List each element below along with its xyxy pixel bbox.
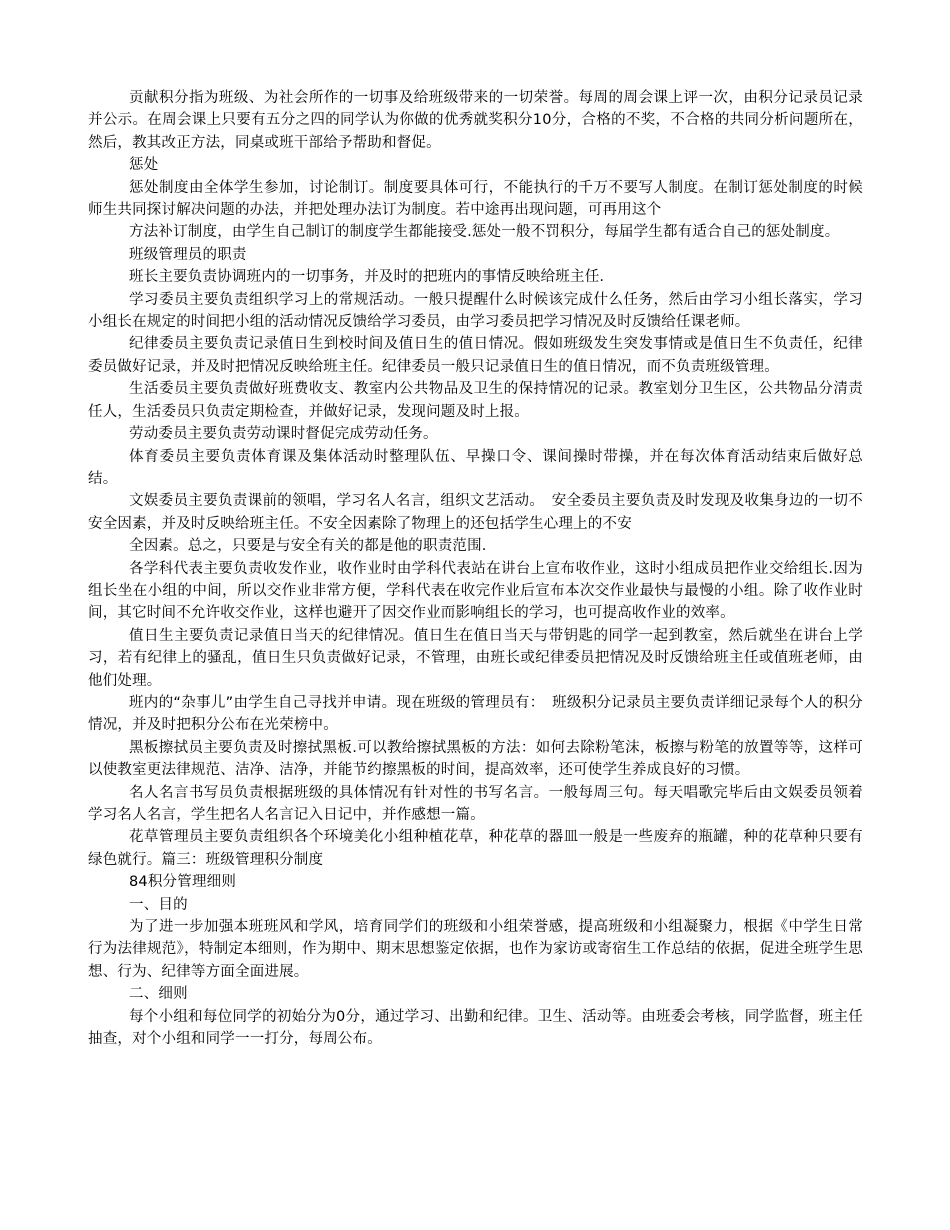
paragraph-details: 每个小组和每位同学的初始分为0分，通过学习、出勤和纪律。卫生、活动等。由班委会考核，同学监督，班主任抽查，对个小组和同学一一打分，每周公布。: [88, 1008, 863, 1048]
paragraph-purpose: 为了进一步加强本班班风和学风，培育同学们的班级和小组荣誉感，提高班级和小组凝聚力，根据《中学生日常行为法律规范》，特制定本细则，作为期中、期末思想鉴定依据，也作为家访或寄宿生工作总结的依据，促进全班学生思想、行为、纪律等方面全面进展。: [88, 919, 863, 980]
document-page: [88, 87, 863, 1050]
paragraph-sports-committee: 体育委员主要负责体育课及集体活动时整理队伍、早操口令、课间操时带操，并在每次体育活动结束后做好总结。: [88, 448, 863, 487]
paragraph-plant-manager: 花草管理员主要负责组织各个环境美化小组种植花草，种花草的器皿一般是一些废弃的瓶罐，种的花草种只要有绿色就行。篇三：班级管理积分制度: [88, 829, 863, 868]
paragraph-punishment-rules: 惩处制度由全体学生参加，讨论制订。制度要具体可行，不能执行的千万不要写人制度。在制订惩处制度的时候师生共同探讨解决问题的办法，并把处理办法订为制度。若中途再出现问题，可再用这个: [88, 179, 863, 219]
paragraph-contribution-points: 贡献积分指为班级、为社会所作的一切事及给班级带来的一切荣誉。每周的周会课上评一次，由积分记录员记录并公示。在周会课上只要有五分之四的同学认为你做的优秀就奖积分10分，合格的不奖，不合格的共同分析问题所在，然后，教其改正方法，同桌或班干部给予帮助和督促。: [88, 90, 863, 151]
paragraph-life-committee: 生活委员主要负责做好班费收支、教室内公共物品及卫生的保持情况的记录。教室划分卫生区，公共物品分清责任人，生活委员只负责定期检查，并做好记录，发现问题及时上报。: [88, 381, 863, 420]
heading-points-rules: 84积分管理细则: [129, 874, 237, 891]
paragraph-safety-continued: 全因素。总之，只要是与安全有关的都是他的职责范围.: [129, 538, 487, 555]
paragraph-discipline-committee: 纪律委员主要负责记录值日生到校时间及值日生的值日情况。假如班级发生突发事情或是值日生不负责任，纪律委员做好记录，并及时把情况反映给班主任。纪律委员一般只记录值日生的值日情况，而不负责班级管理。: [88, 336, 863, 375]
paragraph-study-committee: 学习委员主要负责组织学习上的常规活动。一般只提醒什么时候该完成什么任务，然后由学习小组长落实，学习小组长在规定的时间把小组的活动情况反馈给学习委员，由学习委员把学习情况及时反馈给任课老师。: [88, 291, 863, 331]
paragraph-monitor: 班长主要负责协调班内的一切事务，并及时的把班内的事情反映给班主任.: [129, 269, 605, 286]
paragraph-blackboard-cleaner: 黑板擦拭员主要负责及时擦拭黑板.可以教给擦拭黑板的方法：如何去除粉笔沫，板擦与粉笔的放置等等，这样可以使教室更法律规范、洁净、洁净，并能节约擦黑板的时间，提高效率，还可使学生养成良好的习惯。: [88, 739, 863, 779]
paragraph-miscellaneous-duties: 班内的“杂事儿”由学生自己寻找并申请。现在班级的管理员有： 班级积分记录员主要负责详细记录每个人的积分情况，并及时把积分公布在光荣榜中。: [88, 694, 863, 734]
paragraph-subject-representatives: 各学科代表主要负责收发作业，收作业时由学科代表站在讲台上宣布收作业，这时小组成员把作业交给组长.因为组长坐在小组的中间，所以交作业非常方便，学科代表在收完作业后宣布本次交作业最快与最慢的小组。除了收作业时间，其它时间不允许收交作业，这样也避开了因交作业而影响组长的学习，也可提高收作业的效率。: [88, 560, 863, 622]
paragraph-punishment-continued: 方法补订制度，由学生自己制订的制度学生都能接受.惩处一般不罚积分，每届学生都有适合自己的惩处制度。: [129, 224, 840, 241]
paragraph-duty-student: 值日生主要负责记录值日当天的纪律情况。值日生在值日当天与带钥匙的同学一起到教室，然后就坐在讲台上学习，若有纪律上的骚乱，值日生只负责做好记录，不管理，由班长或纪律委员把情况及时反馈给班主任或值班老师，由他们处理。: [88, 627, 863, 689]
paragraph-labor-committee: 劳动委员主要负责劳动课时督促完成劳动任务。: [129, 426, 438, 443]
heading-manager-duties: 班级管理员的职责: [129, 246, 247, 263]
heading-punishment: 惩处: [129, 157, 159, 174]
heading-purpose: 一、目的: [129, 896, 188, 913]
paragraph-quote-writer: 名人名言书写员负责根据班级的具体情况有针对性的书写名言。一般每周三句。每天唱歌完毕后由文娱委员领着学习名人名言，学生把名人名言记入日记中，并作感想一篇。: [88, 784, 863, 823]
paragraph-entertainment-committee: 文娱委员主要负责课前的领唱，学习名人名言，组织文艺活动。 安全委员主要负责及时发现及收集身边的一切不安全因素，并及时反映给班主任。不安全因素除了物理上的还包括学生心理上的不安: [88, 493, 863, 532]
heading-details: 二、细则: [129, 986, 188, 1003]
